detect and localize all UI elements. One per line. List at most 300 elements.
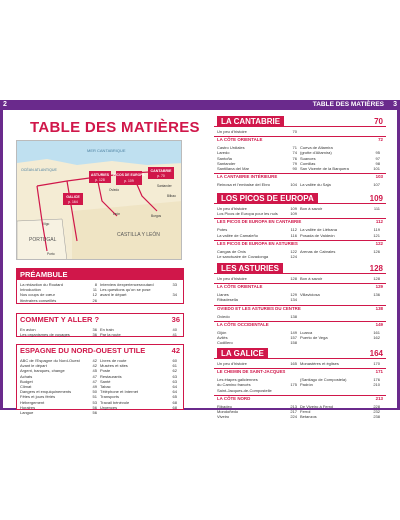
- toc-entry-title: Ribadeo: [217, 403, 232, 409]
- section-heading[interactable]: [17, 345, 183, 356]
- toc-entry-title: Itinéraires conseillés: [20, 297, 57, 303]
- toc-entry-page: 11: [92, 287, 97, 293]
- toc-entry-title: Cangas de Onís: [217, 248, 246, 254]
- toc-entry-page: 238: [373, 414, 380, 420]
- map-tag-cantabrie: [148, 167, 174, 179]
- toc-entry[interactable]: [217, 361, 297, 366]
- toc-entry[interactable]: [300, 276, 380, 281]
- toc-entry-title: Bon à savoir: [300, 276, 323, 281]
- toc-column: [217, 314, 300, 319]
- toc-column: [300, 182, 383, 187]
- toc-entry-title: Par la route: [100, 332, 121, 338]
- toc-columns: [214, 290, 386, 304]
- svg-text:p. 109: p. 109: [124, 179, 134, 183]
- toc-entry-title: Reinosa et l'embalse del Ebro: [217, 182, 271, 188]
- toc-entry-page: 161: [373, 329, 380, 335]
- toc-entry[interactable]: [217, 129, 297, 134]
- toc-columns: [214, 180, 386, 189]
- toc-entry-title: Budget: [20, 378, 33, 384]
- toc-entry-title: De Viveiro à Ferrol: [300, 403, 334, 409]
- subsection-title: LA CANTABRIE INTÉRIEURE: [217, 174, 278, 180]
- toc-entry[interactable]: [217, 314, 297, 319]
- toc-entry-title: Avant le départ: [20, 363, 47, 369]
- map-label-region: CASTILLA Y LEÓN: [117, 232, 160, 238]
- section-page: 36: [171, 315, 180, 324]
- section-title: PRÉAMBULE: [20, 270, 68, 279]
- toc-entry-title: Padrón: [300, 382, 313, 388]
- toc-column: [217, 404, 300, 420]
- toc-entry[interactable]: [217, 254, 297, 259]
- toc-entry[interactable]: [300, 361, 380, 366]
- toc-column: [217, 129, 300, 134]
- toc-entry-page: 101: [373, 166, 380, 172]
- toc-entry-page: 109: [290, 211, 297, 217]
- toc-entry-page: 47: [92, 378, 97, 384]
- toc-entry-title: Arenas de Cabrales: [300, 248, 336, 254]
- toc-entry-page: 119: [373, 227, 380, 233]
- toc-entry-page: 126: [373, 248, 380, 254]
- toc-entry-title: Restaurants: [100, 373, 122, 379]
- toc-columns: [214, 312, 386, 321]
- toc-entry[interactable]: [217, 166, 297, 171]
- map-label-sea: MER CANTABRIQUE: [87, 148, 126, 153]
- toc-column: [20, 327, 100, 337]
- section-heading[interactable]: [17, 314, 183, 325]
- toc-entry-title: Saint-Jacques-de-Compostelle: [217, 387, 272, 393]
- toc-entry-title: Transports: [100, 394, 119, 400]
- svg-text:p. 128: p. 128: [95, 178, 105, 182]
- toc-entry-page: 111: [373, 206, 380, 211]
- subsection-heading[interactable]: [214, 368, 386, 375]
- toc-entry[interactable]: [100, 405, 177, 410]
- subsection-title: LA CÔTE ORIENTALE: [217, 284, 263, 290]
- toc-column: [300, 276, 383, 281]
- toc-columns: [214, 127, 386, 136]
- toc-column: [217, 227, 300, 237]
- toc-column: [20, 358, 100, 415]
- subsection-heading[interactable]: [214, 218, 386, 225]
- map-label-ocean: OCÉAN ATLANTIQUE: [21, 168, 57, 172]
- subsection-heading[interactable]: [214, 173, 386, 180]
- toc-entry-title: Les organismes de voyages: [20, 332, 70, 338]
- toc-entry[interactable]: [300, 414, 380, 419]
- map-tag-galice: [63, 193, 83, 205]
- subsection-heading[interactable]: [214, 240, 386, 247]
- map-graphic: [17, 141, 182, 260]
- toc-region-2: [214, 263, 386, 347]
- toc-entry-page: 36: [92, 332, 97, 338]
- toc-entry-page: 63: [172, 373, 177, 379]
- toc-entry-page: 165: [290, 361, 297, 366]
- toc-entry-title: Un peu d'histoire: [217, 206, 247, 211]
- toc-region-0: [214, 116, 386, 189]
- map-tag-picos: [113, 171, 145, 185]
- toc-entry-page: 210: [373, 382, 380, 388]
- running-head: TABLE DES MATIÈRES: [312, 101, 384, 108]
- toc-entry-page: 61: [172, 363, 177, 369]
- city-porto: Porto: [47, 252, 55, 256]
- toc-entry-page: 62: [172, 368, 177, 374]
- toc-entry-title: Santillana del Mar: [217, 166, 250, 172]
- toc-entry-title: Santander: [217, 160, 236, 166]
- toc-entry-page: 51: [92, 394, 97, 400]
- toc-entry-page: 45: [92, 368, 97, 374]
- toc-entry[interactable]: [100, 332, 177, 337]
- toc-entry-page: 213: [290, 403, 297, 409]
- toc-entry-page: 34: [172, 292, 177, 298]
- toc-entry-page: 176: [373, 377, 380, 383]
- region-map: [16, 140, 182, 260]
- toc-column: [217, 377, 300, 393]
- toc-columns: [214, 143, 386, 173]
- svg-text:CANTABRIE: CANTABRIE: [150, 169, 172, 173]
- toc-entry[interactable]: [300, 166, 380, 171]
- section-heading[interactable]: [17, 269, 183, 280]
- toc-entry-page: 8: [94, 282, 97, 287]
- toc-entry-title: Fêtes et jours fériés: [20, 394, 56, 400]
- svg-text:p. 164: p. 164: [68, 200, 78, 204]
- subsection-title: LA CÔTE ORIENTALE: [217, 137, 263, 143]
- toc-entry[interactable]: [100, 292, 177, 297]
- toc-entry-page: 65: [172, 394, 177, 400]
- toc-entry[interactable]: [217, 340, 297, 345]
- svg-text:PICOS DE EUROPA: PICOS DE EUROPA: [113, 173, 145, 177]
- toc-columns: [214, 247, 386, 261]
- toc-entry-title: Laredo: [217, 150, 230, 156]
- toc-entry-title: Luarca: [300, 329, 313, 335]
- toc-entry-page: 138: [290, 313, 297, 319]
- toc-entry-page: 79: [292, 160, 297, 166]
- region-title: LES ASTURIES: [217, 263, 283, 274]
- toc-entry-page: 12: [92, 292, 97, 298]
- toc-column: [300, 249, 383, 259]
- toc-region-3: [214, 348, 386, 421]
- toc-entry-title: Los Picos de Europa pour les nuls: [217, 211, 278, 217]
- toc-entry-page: 56: [92, 404, 97, 410]
- toc-entry-title: Urgences: [100, 404, 118, 410]
- region-page: 164: [369, 349, 383, 358]
- region-heading[interactable]: [214, 116, 386, 127]
- toc-entry-page: 149: [290, 329, 297, 335]
- toc-entry-page: 56: [92, 410, 97, 416]
- toc-entry-title: Santé: [100, 378, 111, 384]
- toc-entry-page: 68: [172, 404, 177, 410]
- toc-entry-title: Dangers et enquiquinements: [20, 389, 72, 395]
- toc-entry[interactable]: [300, 382, 380, 387]
- toc-entry[interactable]: [217, 388, 297, 393]
- toc-entry-title: Les étapes galiciennes: [217, 377, 258, 383]
- toc-entry-title: Téléphone et Internet: [100, 389, 139, 395]
- toc-entry-page: 90: [292, 166, 297, 172]
- toc-column: [300, 404, 383, 420]
- toc-entry-page: 232: [373, 409, 380, 415]
- toc-entry-title: Langue: [20, 410, 34, 416]
- toc-entry-title: Villaviciosa: [300, 292, 320, 298]
- toc-column: [217, 182, 300, 187]
- toc-column: [20, 282, 100, 303]
- subsection-heading[interactable]: [214, 305, 386, 312]
- subsection-title: LES PICOS DE EUROPA EN ASTURIES: [217, 240, 298, 246]
- toc-column: [300, 129, 383, 134]
- map-tag-asturies: [89, 171, 111, 183]
- toc-entry-page: 122: [290, 248, 297, 254]
- toc-entry-title: Argent, banques, change: [20, 368, 65, 374]
- toc-entry-page: 50: [92, 389, 97, 395]
- toc-entry-title: Suances: [300, 155, 316, 161]
- toc-entry-page: 228: [373, 403, 380, 409]
- castilla-area: [72, 201, 182, 260]
- toc-entry-title: La rédaction du Routard: [20, 282, 63, 287]
- subsection-heading[interactable]: [214, 283, 386, 290]
- toc-entry-page: 128: [373, 276, 380, 281]
- toc-columns: [17, 280, 183, 305]
- subsection-heading[interactable]: [214, 136, 386, 143]
- toc-entry-title: Bon à savoir: [300, 206, 323, 211]
- toc-entry-page: 36: [92, 327, 97, 332]
- toc-column: [217, 145, 300, 171]
- toc-entry-title: Monastères et églises: [300, 361, 339, 366]
- toc-entry-page: 158: [290, 340, 297, 346]
- toc-entry-title: Ferrol: [300, 409, 311, 415]
- toc-entry-title: Viveiro: [217, 414, 230, 420]
- toc-entry[interactable]: [300, 233, 380, 238]
- section-title: ESPAGNE DU NORD-OUEST UTILE: [20, 346, 146, 355]
- toc-entry-page: 170: [373, 361, 380, 366]
- region-title: LOS PICOS DE EUROPA: [217, 193, 318, 204]
- toc-column: [100, 327, 180, 337]
- toc-column: [300, 145, 383, 171]
- toc-column: [300, 206, 383, 216]
- toc-column: [300, 314, 383, 319]
- toc-entry-title: Un peu d'histoire: [217, 129, 247, 134]
- toc-entry[interactable]: [217, 414, 297, 419]
- subsection-title: OVIEDO ET LES ASTURIES DU CENTRE: [217, 305, 301, 311]
- region-heading[interactable]: [214, 348, 386, 359]
- toc-entry-page: 124: [290, 254, 297, 260]
- subsection-page: 213: [375, 395, 383, 401]
- toc-entry-page: 64: [172, 384, 177, 390]
- subsection-heading[interactable]: [214, 395, 386, 402]
- toc-entry-title: La vallée de Liébana: [300, 227, 337, 233]
- region-title: LA CANTABRIE: [217, 116, 284, 127]
- toc-entry-title: Potes: [217, 227, 228, 233]
- region-page: 128: [369, 264, 383, 273]
- toc-entry-page: 112: [290, 227, 297, 233]
- region-heading[interactable]: [214, 193, 386, 204]
- toc-entry-title: Oviedo: [217, 313, 230, 319]
- toc-columns: [214, 274, 386, 283]
- toc-entry-page: 63: [172, 378, 177, 384]
- city-burgos: Burgos: [151, 214, 162, 218]
- toc-entry-page: 53: [92, 399, 97, 405]
- toc-entry-title: Puerto de Vega: [300, 335, 328, 341]
- svg-text:ASTURIES: ASTURIES: [90, 173, 110, 177]
- page-title: TABLE DES MATIÈRES: [30, 119, 200, 136]
- toc-entry-title: Gijón: [217, 329, 227, 335]
- toc-entry-title: Mondoñedo: [217, 409, 239, 415]
- toc-entry-title: Le sanctuaire de Covadonga: [217, 254, 269, 260]
- subsection-title: LE CHEMIN DE SAINT-JACQUES: [217, 369, 286, 375]
- toc-entry-title: San Vicente de la Barquera: [300, 166, 349, 172]
- toc-entry-page: 26: [92, 297, 97, 303]
- toc-entry-title: Ribadesella: [217, 297, 238, 303]
- toc-entry[interactable]: [217, 297, 297, 302]
- toc-entry-page: 157: [290, 335, 297, 341]
- svg-text:GALICE: GALICE: [66, 195, 80, 199]
- toc-column: [217, 206, 300, 216]
- toc-entry[interactable]: [217, 182, 297, 187]
- toc-entry-title: Castro Urdiales: [217, 145, 245, 151]
- subsection-page: 171: [375, 369, 383, 375]
- subsection-title: LES PICOS DE EUROPA EN CANTABRIE: [217, 219, 302, 225]
- toc-entry[interactable]: [20, 298, 97, 303]
- toc-entry-page: 64: [172, 389, 177, 395]
- map-label-country: PORTUGAL: [29, 237, 57, 243]
- toc-entry-title: (Santiago de Compostela): [300, 377, 347, 383]
- toc-entry-title: Posada de Valdeón: [300, 232, 335, 238]
- toc-entry-page: 98: [375, 160, 380, 166]
- toc-entry-title: Cueva de Altamira: [300, 145, 333, 151]
- toc-entry-title: Llanes: [217, 292, 229, 298]
- toc-entry-title: Travail bénévole: [100, 399, 130, 405]
- toc-entry-title: En train: [100, 327, 114, 332]
- toc-entry-title: La vallée du Saja: [300, 182, 331, 188]
- toc-entry-page: 70: [292, 129, 297, 134]
- city-vigo: Vigo: [43, 222, 50, 226]
- toc-columns: [214, 359, 386, 368]
- toc-entry-page: 95: [375, 150, 380, 156]
- subsection-page: 103: [375, 174, 383, 180]
- toc-entry[interactable]: [300, 182, 380, 187]
- toc-column: [217, 249, 300, 259]
- toc-column: [217, 330, 300, 346]
- toc-entry-title: Musées et sites: [100, 363, 128, 369]
- toc-entry-page: 217: [290, 409, 297, 415]
- toc-entry-page: 74: [292, 150, 297, 156]
- toc-entry-title: avant le départ: [100, 292, 127, 298]
- toc-section-0: [16, 268, 184, 304]
- subsection-page: 122: [375, 240, 383, 246]
- toc-columns: [214, 225, 386, 239]
- region-heading[interactable]: [214, 263, 386, 274]
- toc-entry-title: Climat: [20, 384, 32, 390]
- toc-entry-page: 175: [290, 382, 297, 388]
- toc-entry-page: 47: [92, 373, 97, 379]
- toc-column: [100, 358, 180, 415]
- toc-entry-page: 128: [290, 276, 297, 281]
- toc-entry-page: 104: [290, 182, 297, 188]
- toc-entry-page: 71: [292, 145, 297, 151]
- toc-entry-page: 60: [172, 358, 177, 363]
- toc-entry-page: 76: [292, 155, 297, 161]
- toc-entry-title: Introduction: [20, 287, 41, 293]
- toc-entry-page: 162: [373, 335, 380, 341]
- toc-entry-page: 224: [290, 414, 297, 420]
- toc-entry-page: 109: [290, 206, 297, 211]
- toc-entry-title: Horaires: [20, 404, 36, 410]
- toc-entry-page: 42: [92, 363, 97, 369]
- subsection-page: 129: [375, 284, 383, 290]
- toc-entry-title: Tabac: [100, 384, 111, 390]
- toc-entry-page: 97: [375, 155, 380, 161]
- toc-entry-title: ABC de l'Espagne du Nord-Ouest: [20, 358, 80, 363]
- toc-entry-title: du Camino francés: [217, 382, 251, 388]
- subsection-heading[interactable]: [214, 321, 386, 328]
- toc-entry[interactable]: [217, 276, 297, 281]
- toc-entry-title: Interview #experiencesroutard: [100, 282, 154, 287]
- subsection-title: LA CÔTE NORD: [217, 395, 251, 401]
- subsection-title: LA CÔTE OCCIDENTALE: [217, 321, 269, 327]
- toc-column: [300, 292, 383, 302]
- toc-entry-page: 121: [373, 232, 380, 238]
- toc-entry[interactable]: [217, 211, 297, 216]
- toc-column: [217, 276, 300, 281]
- toc-entry[interactable]: [300, 292, 380, 297]
- toc-entry-title: Hébergement: [20, 399, 45, 405]
- toc-entry[interactable]: [20, 410, 97, 415]
- toc-columns: [17, 325, 183, 339]
- page-number-left: 2: [3, 101, 7, 108]
- toc-entry[interactable]: [217, 233, 297, 238]
- toc-entry-page: [295, 388, 297, 393]
- toc-column: [217, 292, 300, 302]
- toc-entry-page: 41: [172, 332, 177, 338]
- toc-entry-page: 49: [92, 384, 97, 390]
- toc-entry-title: Comillas: [300, 160, 316, 166]
- toc-entry[interactable]: [300, 206, 380, 211]
- toc-entry-title: Les questions qu'on se pose: [100, 287, 151, 293]
- toc-entry-title: Cudillero: [217, 340, 233, 346]
- city-oviedo: Oviedo: [109, 188, 120, 192]
- toc-entry-page: 129: [290, 292, 297, 298]
- section-page: 42: [171, 346, 180, 355]
- toc-entry-title: Santoña: [217, 155, 232, 161]
- toc-entry[interactable]: [300, 335, 380, 340]
- toc-column: [300, 227, 383, 237]
- svg-text:p. 70: p. 70: [157, 174, 165, 178]
- toc-entry-title: (grotte d'Altamira): [300, 150, 332, 156]
- subsection-page: 149: [375, 321, 383, 327]
- toc-entry-title: Achats: [20, 373, 33, 379]
- toc-columns: [214, 204, 386, 218]
- toc-column: [300, 377, 383, 393]
- toc-column: [217, 361, 300, 366]
- toc-entry-page: 136: [373, 292, 380, 298]
- toc-entry-title: Un peu d'histoire: [217, 276, 247, 281]
- toc-entry-title: Nos coups de cœur: [20, 292, 55, 298]
- region-title: LA GALICE: [217, 348, 268, 359]
- left-edge-bar: [0, 110, 3, 410]
- toc-entry-title: La vallée de Camaleño: [217, 232, 258, 238]
- toc-region-1: [214, 193, 386, 261]
- region-page: 109: [369, 194, 383, 203]
- toc-columns: [214, 328, 386, 348]
- toc-columns: [17, 356, 183, 417]
- toc-entry-page: 107: [373, 182, 380, 188]
- toc-entry[interactable]: [20, 332, 97, 337]
- section-title: COMMENT Y ALLER ?: [20, 315, 100, 324]
- toc-entry-title: Poste: [100, 368, 111, 374]
- toc-column: [300, 361, 383, 366]
- toc-entry-page: 33: [172, 282, 177, 287]
- toc-entry[interactable]: [300, 249, 380, 254]
- toc-entry-title: Livres de route: [100, 358, 127, 363]
- toc-entry-page: 116: [290, 232, 297, 238]
- toc-entry-title: Avilés: [217, 335, 228, 341]
- city-bilbao: Bilbao: [167, 194, 176, 198]
- toc-entry-title: En avion: [20, 327, 36, 332]
- toc-entry-title: Betanzos: [300, 414, 317, 420]
